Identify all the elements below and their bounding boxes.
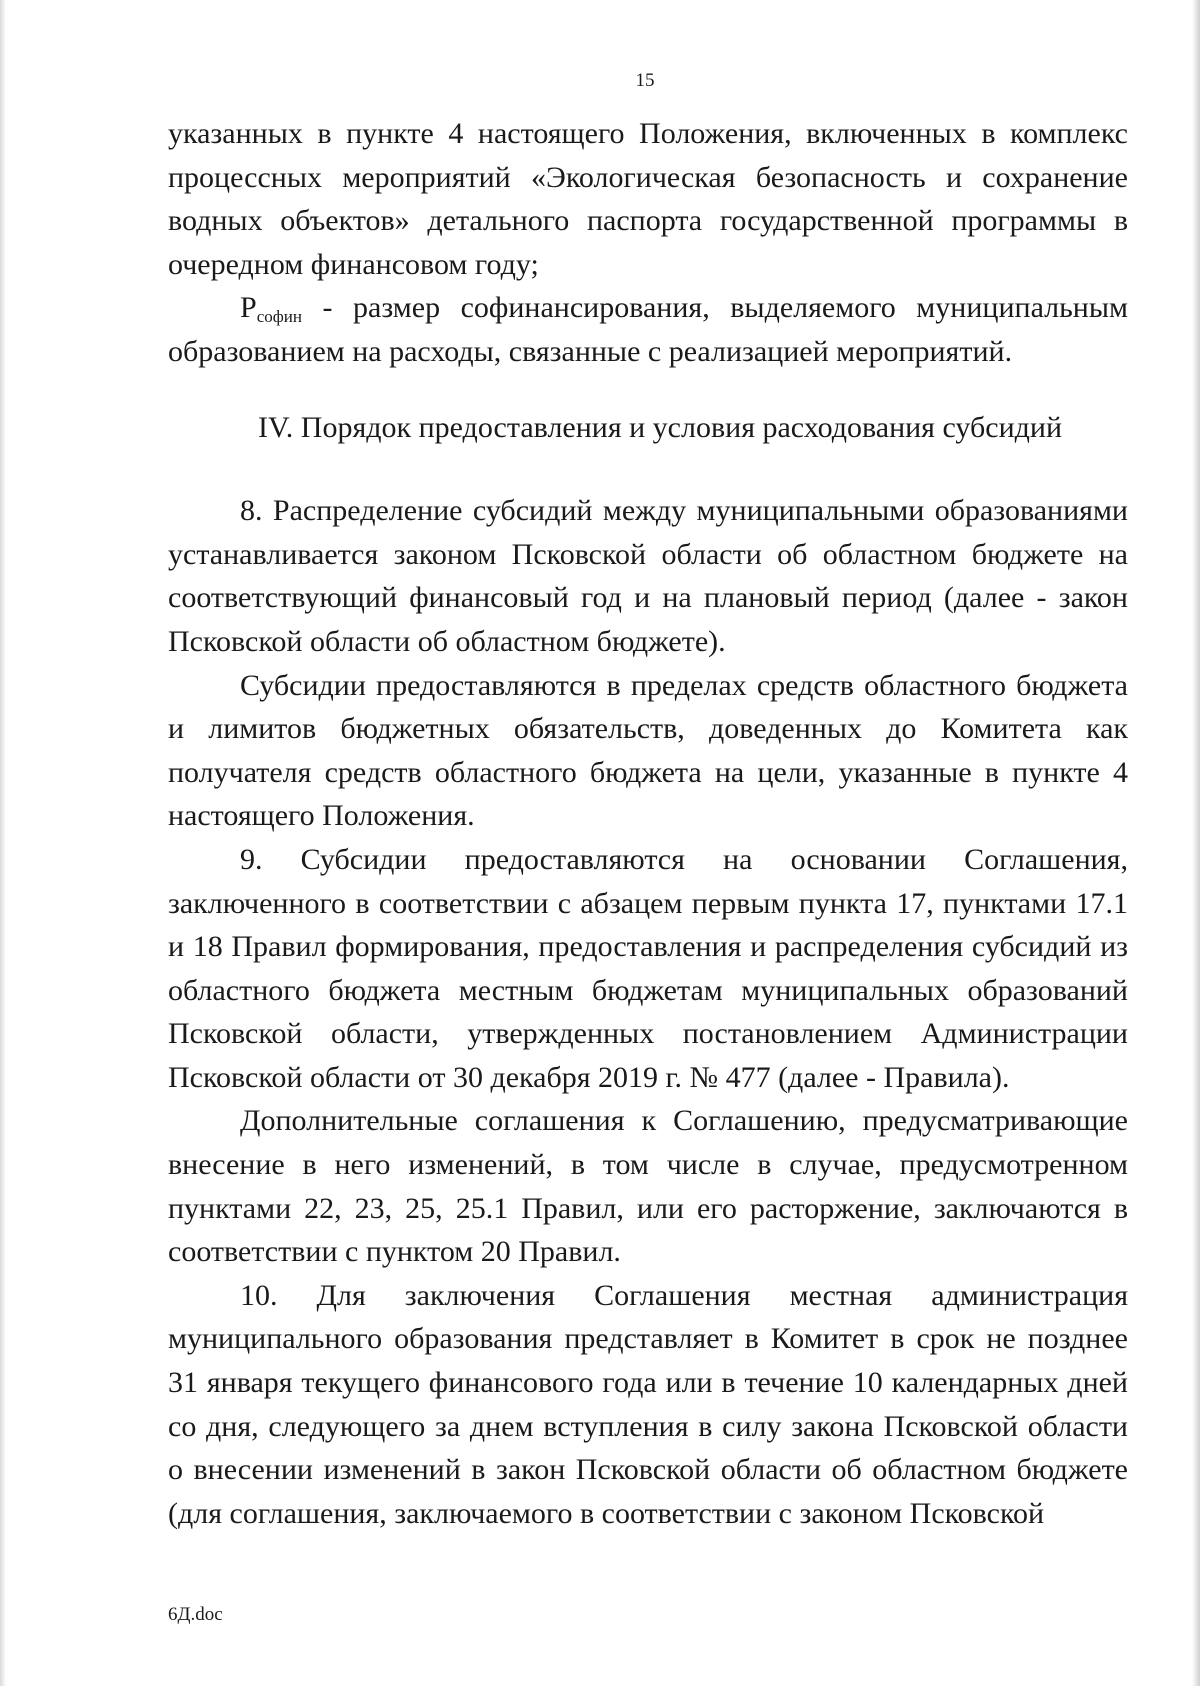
footer-filename: 6Д.doc [168, 1604, 223, 1625]
paragraph-10: 10. Для заключения Соглашения местная администрация муниципального образования представляет в Комитет в срок не позднее 31 января текущего финансового года или в течение 10 календарных дней со дня, следующего за днем вступления в силу закона Псковской области о внесении изменений в закон Псковской области об областном бюджете (для соглашения, заключаемого в соответствии с законом Псковской [168, 1278, 1128, 1530]
scan-edge-right [1192, 0, 1200, 1686]
paragraph-8: 8. Распределение субсидий между муниципальными образованиями устанавливается законом Псковской области об областном бюджете на соответствующий финансовый год и на плановый период (далее - закон Псковской области об областном бюджете). [168, 494, 1128, 658]
paragraph-9: 9. Субсидии предоставляются на основании Соглашения, заключенного в соответствии с абзацем первым пункта 17, пунктами 17.1 и 18 Правил формирования, предоставления и распределения субсидий из областного бюджета местным бюджетам муниципальных образований Псковской области, утвержденных постановлением Администрации Псковской области от 30 декабря 2019 г. № 477 (далее - Правила). [168, 842, 1128, 1094]
scan-edge-left [0, 0, 6, 1686]
formula-symbol: Р [240, 291, 257, 325]
continuation-paragraph: указанных в пункте 4 настоящего Положения, включенных в комплекс процессных мероприятий «Экологическая безопасность и сохранение водных объектов» детального паспорта государственной программы в очередном финансовом году; [168, 117, 1128, 281]
document-body [168, 112, 1128, 1535]
formula-symbol-subscript: софин [256, 307, 302, 327]
paragraph-subsidies-limits: Субсидии предоставляются в пределах средств областного бюджета и лимитов бюджетных обязательств, доведенных до Комитета как получателя средств областного бюджета на цели, указанные в пункте 4 настоящего Положения. [168, 668, 1128, 833]
page-number: 15 [635, 70, 655, 91]
section-heading: IV. Порядок предоставления и условия расходования субсидий [257, 410, 1063, 444]
formula-definition-text: - размер софинансирования, выделяемого муниципальным образованием на расходы, связанные с реализацией мероприятий. [168, 291, 1128, 368]
paragraph-additional-agreements: Дополнительные соглашения к Соглашению, предусматривающие внесение в него изменений, в том числе в случае, предусмотренном пунктами 22, 23, 25, 25.1 Правил, или его расторжение, заключаются в соответствии с пунктом 20 Правил. [168, 1104, 1128, 1269]
formula-definition-paragraph [168, 286, 1128, 373]
